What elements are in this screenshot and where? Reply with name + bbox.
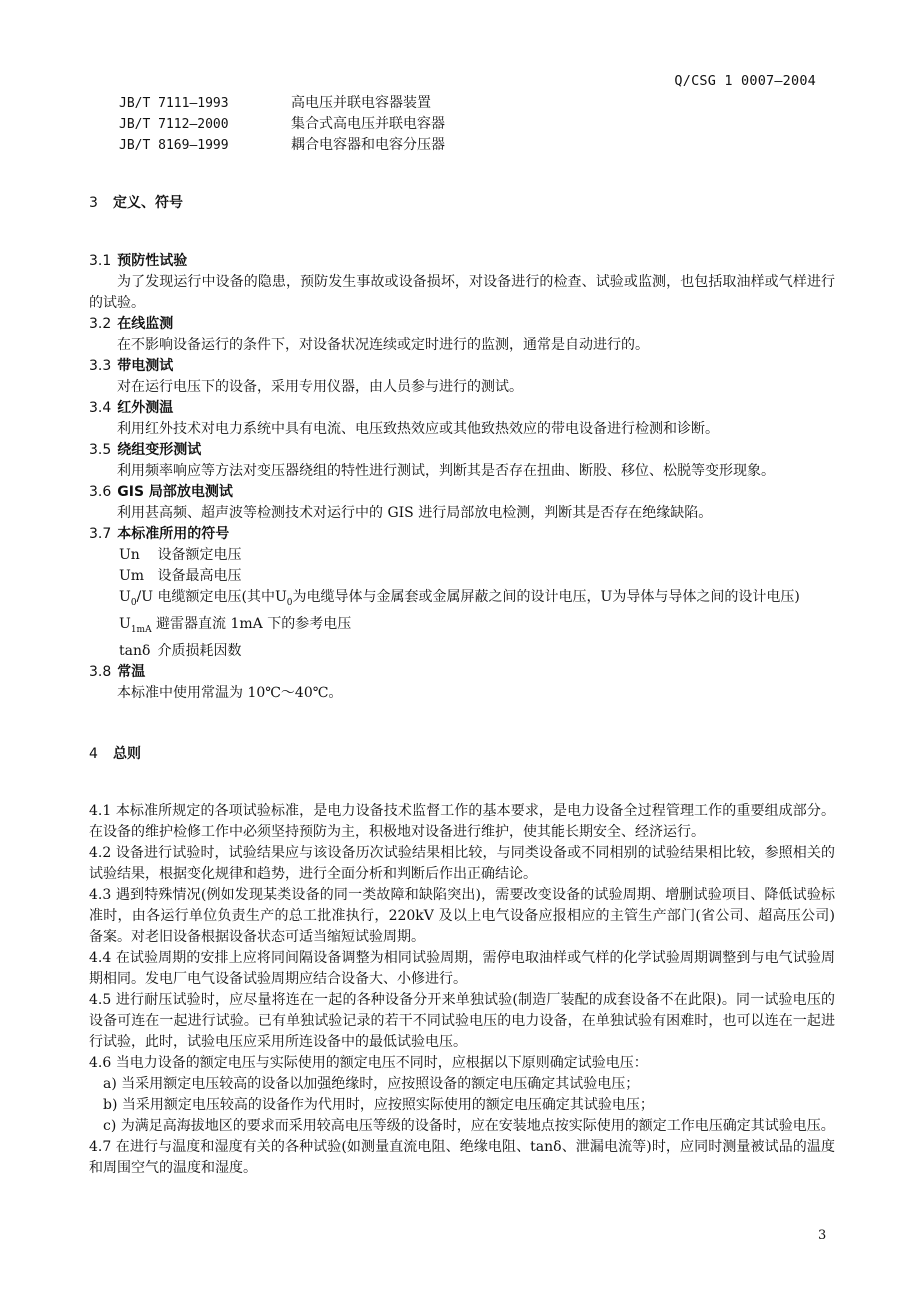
term-definition: 利用红外技术对电力系统中具有电流、电压致热效应或其他致热效应的带电设备进行检测和诊断。 (117, 421, 719, 437)
reference-item (89, 93, 835, 114)
symbol-description: 避雷器直流 1mA 下的参考电压 (156, 615, 352, 632)
symbol-u1ma (89, 614, 835, 641)
term-definition: 利用频率响应等方法对变压器绕组的特性进行测试，判断其是否存在扭曲、断股、移位、松脱等变形现象。 (117, 463, 775, 479)
term-definition: 对在运行电压下的设备，采用专用仪器，由人员参与进行的测试。 (117, 379, 523, 395)
clause-4-6: 4.6 当电力设备的额定电压与实际使用的额定电压不同时，应根据以下原则确定试验电压： (89, 1054, 648, 1071)
page-number: 3 (818, 1228, 827, 1243)
symbol-description: 介质损耗因数 (157, 642, 242, 659)
clause-4-1: 4.1 本标准所规定的各项试验标准，是电力设备技术监督工作的基本要求，是电力设备全过程管理工作的重要组成部分。在设备的维护检修工作中必须坚持预防为主，积极地对设备进行维护，使其能长期安全、经济运行。 (89, 802, 835, 840)
symbol: Un (119, 547, 140, 563)
section-3-heading (89, 193, 835, 214)
term-3-1 (89, 251, 835, 314)
term-title: 带电测试 (117, 358, 174, 374)
term-title: 绕组变形测试 (117, 442, 202, 458)
term-title: 预防性试验 (117, 253, 188, 269)
term-number: 3.6 (89, 484, 112, 500)
reference-item (89, 114, 835, 135)
symbol-description: 设备最高电压 (157, 568, 242, 584)
section-number: 3 (89, 195, 98, 211)
term-definition: 为了发现运行中设备的隐患，预防发生事故或设备损坏，对设备进行的检查、试验或监测，也包括取油样或气样进行的试验。 (89, 274, 835, 311)
term-3-5 (89, 440, 835, 482)
section-4-heading (89, 744, 835, 765)
term-number: 3.8 (89, 663, 112, 680)
term-number: 3.4 (89, 400, 112, 416)
symbol: tanδ (119, 642, 151, 659)
term-3-6 (89, 482, 835, 524)
reference-code: JB/T 7111—1993 (119, 96, 229, 111)
symbol: $U_0/U$ (119, 589, 154, 608)
term-title: 在线监测 (117, 316, 174, 332)
term-3-2 (89, 314, 835, 356)
term-number: 3.7 (89, 526, 112, 542)
symbol-description: 设备额定电压 (157, 547, 242, 563)
symbol-tan-delta (89, 641, 835, 662)
clause-4-6-b: b) 当采用额定电压较高的设备作为代用时，应按照实际使用的额定电压确定其试验电压； (103, 1096, 654, 1113)
symbol-um (89, 566, 835, 587)
clause-4-5: 4.5 进行耐压试验时，应尽量将连在一起的各种设备分开来单独试验(制造厂装配的成套设备不在此限)。同一试验电压的设备可连在一起进行试验。已有单独试验记录的若干不同试验电压的电力设备，在单独试验有困难时，也可以连在一起进行试验，此时，试验电压应采用所连设备中的最低试验电压。 (89, 991, 835, 1050)
term-title: GIS 局部放电测试 (117, 484, 233, 500)
term-title: 常温 (117, 663, 146, 680)
clause-4-6-c: c) 为满足高海拔地区的要求而采用较高电压等级的设备时，应在安装地点按实际使用的额定工作电压确定其试验电压。 (103, 1117, 835, 1134)
page-content (89, 93, 835, 1179)
term-title: 红外测温 (117, 400, 174, 416)
section-title: 定义、符号 (113, 195, 183, 211)
term-definition: 在不影响设备运行的条件下，对设备状况连续或定时进行的监测，通常是自动进行的。 (117, 337, 649, 353)
term-number: 3.5 (89, 442, 112, 458)
symbol: Um (119, 568, 145, 584)
symbol-description-b: 为电缆导体与金属套或金属屏蔽之间的设计电压，U为导体与导体之间的设计电压) (292, 589, 800, 605)
clause-4-7: 4.7 在进行与温度和湿度有关的各种试验(如测量直流电阻、绝缘电阻、tanδ、泄漏电流等)时，应同时测量被试品的温度和周围空气的温度和湿度。 (89, 1138, 835, 1176)
reference-code: JB/T 8169—1999 (119, 138, 229, 153)
term-number: 3.2 (89, 316, 112, 332)
reference-title: 高电压并联电容器装置 (291, 95, 431, 111)
symbol-u0-u: $U_0/U$ 电缆额定电压(其中$U_0$为电缆导体与金属套或金属屏蔽之间的设计电压，U为导体与导体之间的设计电压) (119, 589, 800, 608)
document-code: Q/CSG 1 0007—2004 (674, 73, 816, 89)
reference-code: JB/T 7112—2000 (119, 117, 229, 132)
reference-list (89, 93, 835, 156)
term-number: 3.3 (89, 358, 112, 374)
reference-title: 耦合电容器和电容分压器 (291, 137, 445, 153)
clause-4-6-a: a) 当采用额定电压较高的设备以加强绝缘时，应按照设备的额定电压确定其试验电压； (103, 1075, 640, 1092)
symbol-description-a: 电缆额定电压(其中 (157, 589, 275, 605)
section-number: 4 (89, 745, 98, 762)
term-title: 本标准所用的符号 (117, 526, 230, 542)
clause-4-3: 4.3 遇到特殊情况(例如发现某类设备的同一类故障和缺陷突出)，需要改变设备的试验周期、增删试验项目、降低试验标准时，由各运行单位负责生产的总工批准执行，220kV 及以上电气设备应报相应的主管生产部门(省公司、超高压公司)备案。对老旧设备根据设备状态可适当缩短试验周期。 (89, 886, 835, 945)
term-number: 3.1 (89, 253, 112, 269)
reference-item (89, 135, 835, 156)
clause-4-4: 4.4 在试验周期的安排上应将同间隔设备调整为相同试验周期，需停电取油样或气样的化学试验周期调整到与电气试验周期相同。发电厂电气设备试验周期应结合设备大、小修进行。 (89, 949, 835, 987)
term-definition: 利用甚高频、超声波等检测技术对运行中的 GIS 进行局部放电检测，判断其是否存在绝缘缺陷。 (117, 505, 713, 521)
symbol: $U_{1mA}$ (119, 615, 152, 635)
term-definition: 本标准中使用常温为 10℃～40℃。 (117, 684, 343, 701)
term-3-7-symbols (89, 524, 835, 662)
reference-title: 集合式高电压并联电容器 (291, 116, 445, 132)
term-3-8 (89, 662, 835, 704)
term-3-4 (89, 398, 835, 440)
clause-4-2: 4.2 设备进行试验时，试验结果应与该设备历次试验结果相比较，与同类设备或不同相别的试验结果相比较，参照相关的试验结果，根据变化规律和趋势，进行全面分析和判断后作出正确结论。 (89, 844, 835, 882)
term-3-3 (89, 356, 835, 398)
section-title: 总则 (113, 745, 141, 762)
symbol-un (89, 545, 835, 566)
